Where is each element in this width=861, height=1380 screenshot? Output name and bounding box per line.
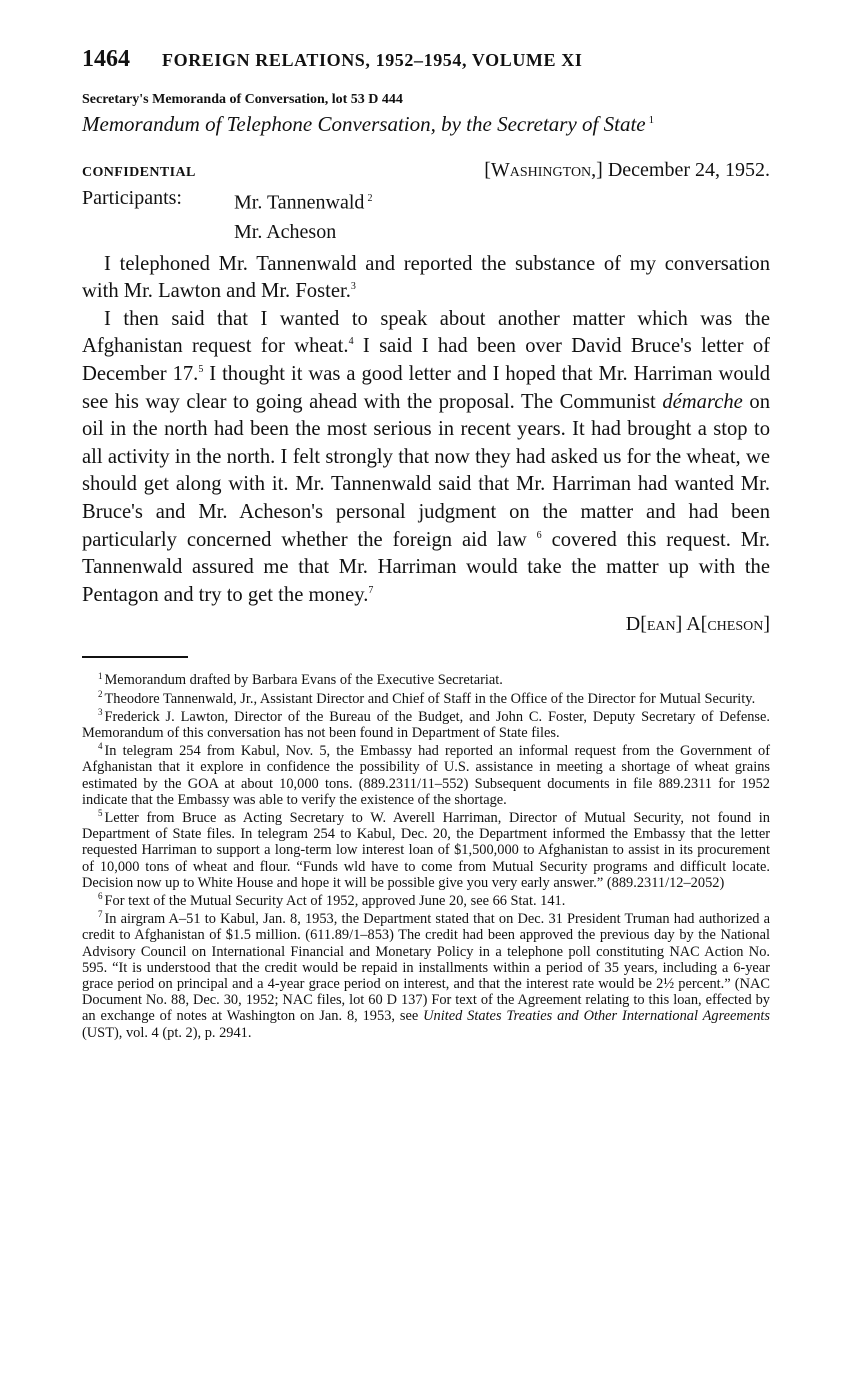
footnote: $^7$ In airgram A–51 to Kabul, Jan. 8, 1953, the Department stated that on Dec. 31 President Truman had authorized a credit to Afghanistan of $1.5 million. (611.89/1–853) The credit had been approved the previous day by the National Advisory Council on International Financial and Monetary Policy in a telephone poll constituting NAC Action No. 595. “It is understood that the credit would be repaid in installments within a period of 35 years, including a 6-year grace period on principal and a 4-year grace period on interest, and that the interest rate would be 2½ percent.” (NAC Document No. 88, Dec. 30, 1952; NAC files, lot 60 D 137) For text of the Agreement relating to this loan, effected by an exchange of notes at Washington on Jan. 8, 1953, see United States Treaties and Other International Agreements (UST), vol. 4 (pt. 2), p. 2941. (82, 909, 770, 1041)
participants-block (82, 184, 770, 247)
footnote: $^1$ Memorandum drafted by Barbara Evans of the Executive Secretariat. (98, 670, 503, 689)
italic-term: démarche (662, 390, 743, 413)
footnotes (82, 672, 770, 1040)
participants-list (234, 184, 372, 247)
footnote-ref[interactable]: 5 (198, 364, 204, 376)
body-paragraph: I telephoned Mr. Tannenwald and reported the substance of my conversation with Mr. Lawton and Mr. Foster.$^3$ (82, 252, 770, 303)
footnote-ref[interactable]: 1 (648, 114, 655, 126)
signature: D[ean] A[cheson] (625, 613, 770, 636)
running-title: FOREIGN RELATIONS, 1952–1954, VOLUME XI (162, 50, 583, 70)
footnote: $^3$ Frederick J. Lawton, Director of the Bureau of the Budget, and John C. Foster, Deputy Secretary of Defense. Memorandum of this conversation has not been found in Department of State files. (82, 706, 770, 741)
document-title-text: Memorandum of Telephone Conversation, by the Secretary of State (82, 112, 646, 136)
footnote: $^6$ For text of the Mutual Security Act of 1952, approved June 20, see 66 Stat. 141. (98, 891, 566, 910)
footnote-ref[interactable]: 3 (350, 281, 356, 293)
participants-label: Participants: (82, 187, 182, 209)
document-title (82, 112, 770, 137)
participant-name: Mr. Tannenwald $^2$ (234, 191, 373, 214)
classification-dateline (82, 159, 770, 182)
source-citation: Secretary's Memoranda of Conversation, lot 53 D 444 (82, 92, 403, 107)
running-header (82, 46, 770, 80)
document-page (82, 46, 770, 1043)
footnote: $^4$ In telegram 254 from Kabul, Nov. 5, the Embassy had reported an informal request from the Government of Afghanistan that it explore in confidence the possibility of U.S. assistance in meeting a shortage of wheat grains estimated by the GOA at about 10,000 tons. (889.2311/11–552) Subsequent documents in file 889.2311 for 1952 indicate that the Embassy was able to verify the existence of the shortage. (82, 741, 770, 808)
footnote-ref[interactable]: 6 (536, 529, 542, 541)
participant-name: Mr. Acheson (234, 220, 337, 243)
page-number: 1464 (82, 46, 130, 72)
memorandum-body (82, 251, 770, 610)
footnote-divider (82, 656, 188, 658)
place-date: [Washington,] December 24, 1952. (484, 159, 770, 181)
footnote-ref[interactable]: 7 (368, 584, 374, 596)
footnote: $^5$ Letter from Bruce as Acting Secretary to W. Averell Harriman, Director of Mutual Security, not found in Department of State files. In telegram 254 to Kabul, Dec. 20, the Department informed the Embassy that the letter requested Harriman to support a long-term low interest loan of $1,500,000 to Afghanistan to assist in its procurement of 10,000 tons of wheat and flour. “Funds wld have to come from Mutual Security programs and difficult locate. Decision now up to White House and hope it will be possible give you very early answer.” (889.2311/12–2052) (82, 808, 770, 891)
footnote: $^2$ Theodore Tannenwald, Jr., Assistant Director and Chief of Staff in the Office of the Director for Mutual Security. (98, 688, 756, 707)
footnote-ref[interactable]: 4 (348, 336, 354, 348)
body-paragraph: I then said that I wanted to speak about another matter which was the Afghanistan request for wheat.$^4$ I said I had been over David Bruce's letter of December 17.$^5$ I thought it was a good letter and I hoped that Mr. Harriman would see his way clear to going ahead with the proposal. The Communist démarche on oil in the north had been the most serious in recent years. It had brought a stop to all activity in the north. I felt strongly that now they had asked us for the wheat, we should get along with it. Mr. Tannenwald said that Mr. Harriman had wanted Mr. Bruce's and Mr. Acheson's personal judgment on the matter and had been particularly concerned whether the foreign aid law $^6$ covered this request. Mr. Tannenwald assured me that Mr. Harriman would take the matter up with the Pentagon and try to get the money.$^7$ (82, 307, 770, 606)
footnote-ref[interactable]: 2 (367, 193, 373, 204)
classification-marking: CONFIDENTIAL (82, 165, 196, 180)
